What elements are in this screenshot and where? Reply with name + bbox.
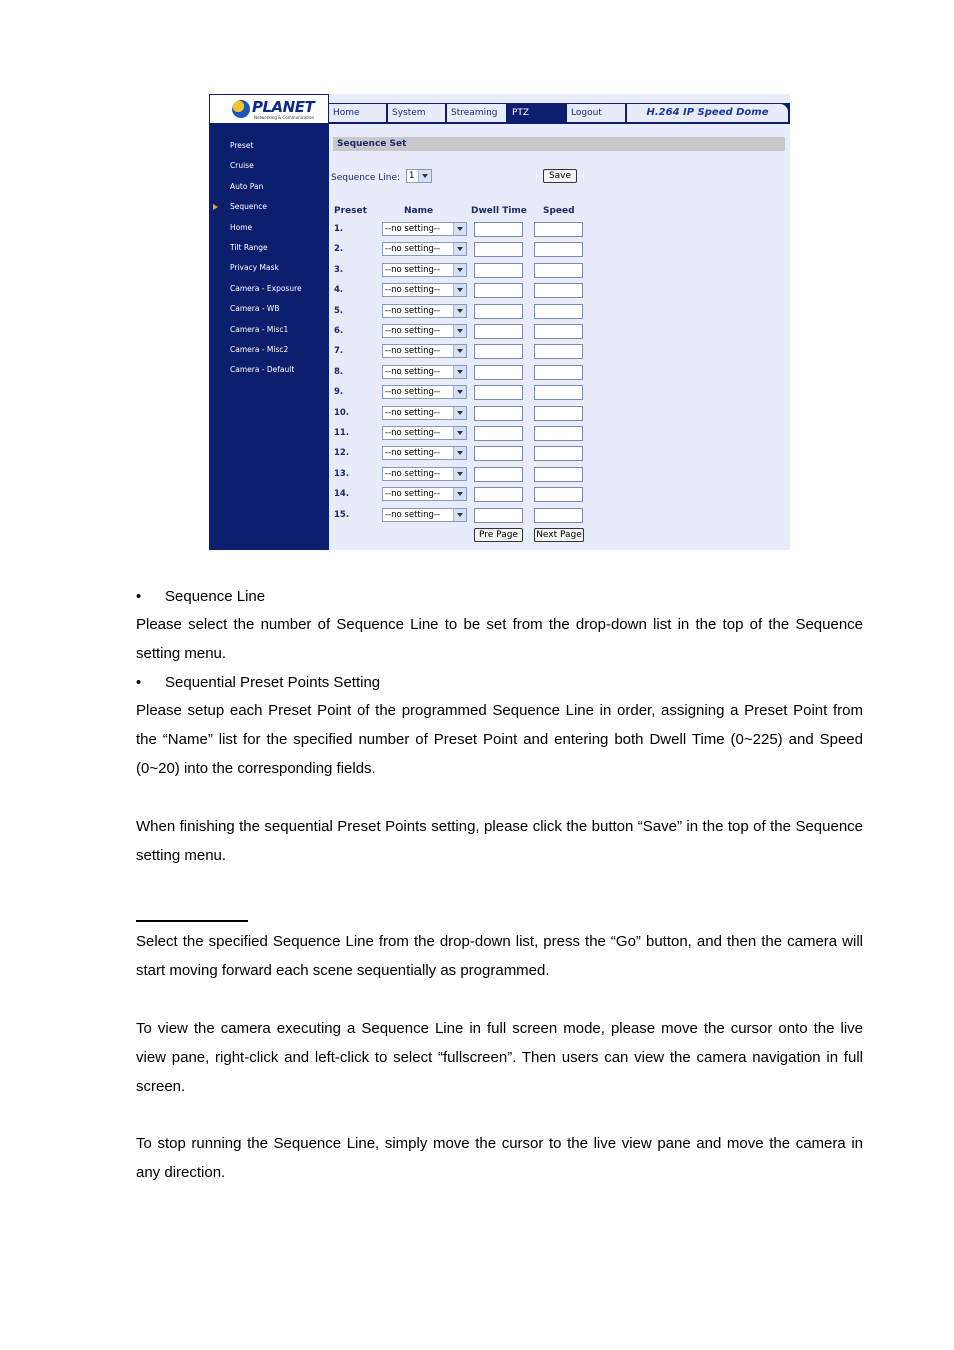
preset-name-value: --no setting-- bbox=[385, 285, 441, 296]
chevron-down-icon bbox=[453, 345, 466, 357]
paragraph-6 bbox=[136, 1129, 863, 1187]
speed-input[interactable] bbox=[534, 304, 583, 319]
preset-name-select[interactable] bbox=[382, 467, 467, 481]
chevron-down-icon bbox=[453, 305, 466, 317]
preset-number: 6. bbox=[334, 326, 344, 336]
preset-name-value: --no setting-- bbox=[385, 244, 441, 255]
speed-input[interactable] bbox=[534, 426, 583, 441]
speed-input[interactable] bbox=[534, 406, 583, 421]
speed-input[interactable] bbox=[534, 222, 583, 237]
preset-name-select[interactable] bbox=[382, 406, 467, 420]
sidebar-item-cruise[interactable]: Cruise bbox=[230, 161, 254, 171]
preset-number: 15. bbox=[334, 509, 350, 520]
dwell-time-input[interactable] bbox=[474, 324, 523, 339]
dwell-time-input[interactable] bbox=[474, 304, 523, 319]
chevron-down-icon bbox=[418, 170, 431, 182]
preset-name-value: --no setting-- bbox=[385, 428, 441, 438]
speed-input[interactable] bbox=[534, 283, 583, 298]
preset-name-value: --no setting-- bbox=[385, 407, 441, 418]
chevron-down-icon bbox=[453, 223, 466, 235]
preset-number: 10. bbox=[334, 407, 350, 418]
dwell-time-input[interactable] bbox=[474, 446, 523, 461]
sidebar-item-home[interactable]: Home bbox=[230, 222, 253, 232]
preset-name-select[interactable] bbox=[382, 508, 467, 522]
preset-number: 4. bbox=[334, 285, 344, 296]
dwell-time-input[interactable] bbox=[474, 406, 523, 421]
preset-number: 9. bbox=[334, 387, 344, 398]
save-button[interactable]: Save bbox=[543, 169, 577, 183]
paragraph-5-text: To view the camera executing a Sequence Line in full screen mode, please move the cursor onto the live view pane, right-click and left-click to select “fullscreen”. Then users can view the camera navigation in full screen. bbox=[136, 1020, 863, 1095]
preset-name-value: --no setting-- bbox=[385, 448, 441, 459]
dwell-time-input[interactable] bbox=[474, 283, 523, 298]
speed-input[interactable] bbox=[534, 242, 583, 257]
sidebar-item-camera-exposure[interactable]: Camera - Exposure bbox=[230, 283, 302, 293]
col-name: Name bbox=[404, 206, 434, 216]
sidebar-item-camera-default[interactable]: Camera - Default bbox=[230, 365, 295, 375]
preset-name-value: --no setting-- bbox=[385, 346, 441, 357]
chevron-down-icon bbox=[453, 509, 466, 521]
paragraph-4 bbox=[136, 927, 863, 985]
preset-name-select[interactable] bbox=[382, 446, 467, 460]
chevron-down-icon bbox=[453, 386, 466, 398]
sidebar-item-sequence[interactable]: Sequence bbox=[230, 202, 267, 212]
preset-name-select[interactable] bbox=[382, 365, 467, 379]
preset-name-select[interactable] bbox=[382, 242, 467, 256]
paragraph-4-text: Select the specified Sequence Line from the drop-down list, press the “Go” button, and then the camera will start moving forward each scene sequentially as programmed. bbox=[136, 933, 863, 979]
chevron-down-icon bbox=[453, 468, 466, 480]
section-rule bbox=[136, 920, 248, 922]
sequence-line-select[interactable] bbox=[406, 169, 432, 183]
dwell-time-input[interactable] bbox=[474, 487, 523, 502]
chevron-down-icon bbox=[453, 427, 466, 439]
paragraph-1 bbox=[136, 610, 863, 668]
tab-streaming[interactable]: Streaming bbox=[447, 104, 507, 122]
preset-name-value: --no setting-- bbox=[385, 509, 441, 520]
col-dwell-time: Dwell Time bbox=[471, 206, 527, 216]
paragraph-2 bbox=[136, 696, 863, 783]
dwell-time-input[interactable] bbox=[474, 365, 523, 380]
speed-input[interactable] bbox=[534, 263, 583, 278]
speed-input[interactable] bbox=[534, 508, 583, 523]
speed-input[interactable] bbox=[534, 487, 583, 502]
dwell-time-input[interactable] bbox=[474, 263, 523, 278]
logo-subtext: Networking & Communication bbox=[254, 115, 315, 120]
preset-name-select[interactable] bbox=[382, 304, 467, 318]
chevron-down-icon bbox=[453, 264, 466, 276]
sidebar-item-privacy-mask[interactable]: Privacy Mask bbox=[230, 263, 279, 273]
col-speed: Speed bbox=[543, 206, 575, 216]
chevron-down-icon bbox=[453, 447, 466, 459]
preset-name-select[interactable] bbox=[382, 263, 467, 277]
preset-number: 7. bbox=[334, 346, 344, 357]
preset-name-select[interactable] bbox=[382, 426, 467, 440]
globe-icon bbox=[232, 100, 250, 118]
preset-number: 3. bbox=[334, 264, 344, 275]
speed-input[interactable] bbox=[534, 344, 583, 359]
paragraph-6-text: To stop running the Sequence Line, simply move the cursor to the live view pane and move the camera in any direction. bbox=[136, 1135, 863, 1181]
preset-name-select[interactable] bbox=[382, 283, 467, 297]
sidebar-item-preset[interactable]: Preset bbox=[230, 141, 254, 150]
preset-name-value: --no setting-- bbox=[385, 366, 441, 377]
chevron-down-icon bbox=[453, 325, 466, 337]
paragraph-3-text: When finishing the sequential Preset Points setting, please click the button “Save” in the top of the Sequence setting menu. bbox=[136, 818, 863, 864]
bullet-text: Sequential Preset Points Setting bbox=[165, 674, 381, 691]
paragraph-2-text: Please setup each Preset Point of the programmed Sequence Line in order, assigning a Preset Point from the “Name” list for the specified number of Preset Point and entering both Dwell Time (0~225) and Speed (0~20) into the corresponding fields. bbox=[136, 702, 863, 777]
preset-number: 2. bbox=[334, 244, 344, 255]
chevron-down-icon bbox=[453, 488, 466, 500]
logo-text: PLANET bbox=[252, 98, 315, 116]
planet-logo bbox=[209, 94, 329, 124]
preset-number: 12. bbox=[334, 448, 350, 459]
pre-page-button[interactable]: Pre Page bbox=[474, 528, 523, 542]
sequence-line-value: 1 bbox=[409, 171, 415, 181]
tab-system[interactable]: System bbox=[388, 104, 446, 122]
preset-number: 14. bbox=[334, 489, 350, 500]
tab-logout[interactable]: Logout bbox=[567, 104, 626, 122]
preset-name-select[interactable] bbox=[382, 344, 467, 358]
sidebar-item-auto-pan[interactable]: Auto Pan bbox=[230, 181, 264, 191]
preset-name-select[interactable] bbox=[382, 385, 467, 399]
preset-name-value: --no setting-- bbox=[385, 468, 441, 479]
sequence-line-label: Sequence Line: bbox=[331, 173, 401, 183]
dwell-time-input[interactable] bbox=[474, 222, 523, 237]
next-page-button[interactable]: Next Page bbox=[534, 528, 584, 542]
dwell-time-input[interactable] bbox=[474, 385, 523, 400]
sidebar-item-camera-wb[interactable]: Camera - WB bbox=[230, 304, 280, 314]
chevron-down-icon bbox=[453, 284, 466, 296]
dwell-time-input[interactable] bbox=[474, 426, 523, 441]
ptz-sequence-screenshot bbox=[209, 94, 790, 550]
sidebar-item-camera-misc2[interactable]: Camera - Misc2 bbox=[230, 345, 289, 354]
preset-number: 1. bbox=[334, 224, 344, 234]
bullet-dot: • bbox=[136, 588, 142, 605]
preset-name-select[interactable] bbox=[382, 487, 467, 501]
speed-input[interactable] bbox=[534, 446, 583, 461]
bullet-text: Sequence Line bbox=[165, 588, 266, 605]
sidebar-item-camera-misc1[interactable]: Camera - Misc1 bbox=[230, 324, 289, 334]
speed-input[interactable] bbox=[534, 365, 583, 380]
paragraph-1-text: Please select the number of Sequence Line to be set from the drop-down list in the top of the Sequence setting menu. bbox=[136, 616, 863, 662]
preset-number: 5. bbox=[334, 305, 344, 316]
preset-name-value: --no setting-- bbox=[385, 224, 441, 234]
sidebar bbox=[209, 124, 329, 550]
speed-input[interactable] bbox=[534, 467, 583, 482]
preset-name-value: --no setting-- bbox=[385, 264, 441, 275]
header-top-strip bbox=[328, 94, 788, 103]
dwell-time-input[interactable] bbox=[474, 344, 523, 359]
product-brand: H.264 IP Speed Dome bbox=[627, 104, 788, 122]
tab-ptz[interactable]: PTZ bbox=[508, 104, 566, 122]
preset-number: 13. bbox=[334, 468, 350, 479]
top-nav bbox=[328, 103, 790, 124]
speed-input[interactable] bbox=[534, 324, 583, 339]
chevron-down-icon bbox=[453, 243, 466, 255]
preset-name-value: --no setting-- bbox=[385, 489, 441, 500]
sidebar-item-tilt-range[interactable]: Tilt Range bbox=[230, 243, 268, 252]
paragraph-5 bbox=[136, 1014, 863, 1101]
preset-number: 8. bbox=[334, 366, 344, 377]
preset-number: 11. bbox=[334, 428, 350, 438]
bullet-dot: • bbox=[136, 674, 142, 691]
col-preset: Preset bbox=[334, 206, 367, 216]
dwell-time-input[interactable] bbox=[474, 508, 523, 523]
preset-name-select[interactable] bbox=[382, 222, 467, 236]
active-arrow-icon bbox=[213, 204, 218, 210]
tab-home[interactable]: Home bbox=[329, 104, 387, 122]
chevron-down-icon bbox=[453, 407, 466, 419]
paragraph-3 bbox=[136, 812, 863, 870]
dwell-time-input[interactable] bbox=[474, 242, 523, 257]
preset-name-value: --no setting-- bbox=[385, 326, 441, 336]
dwell-time-input[interactable] bbox=[474, 467, 523, 482]
speed-input[interactable] bbox=[534, 385, 583, 400]
preset-name-value: --no setting-- bbox=[385, 305, 441, 316]
preset-name-value: --no setting-- bbox=[385, 387, 441, 398]
preset-name-select[interactable] bbox=[382, 324, 467, 338]
section-title: Sequence Set bbox=[333, 137, 785, 151]
chevron-down-icon bbox=[453, 366, 466, 378]
